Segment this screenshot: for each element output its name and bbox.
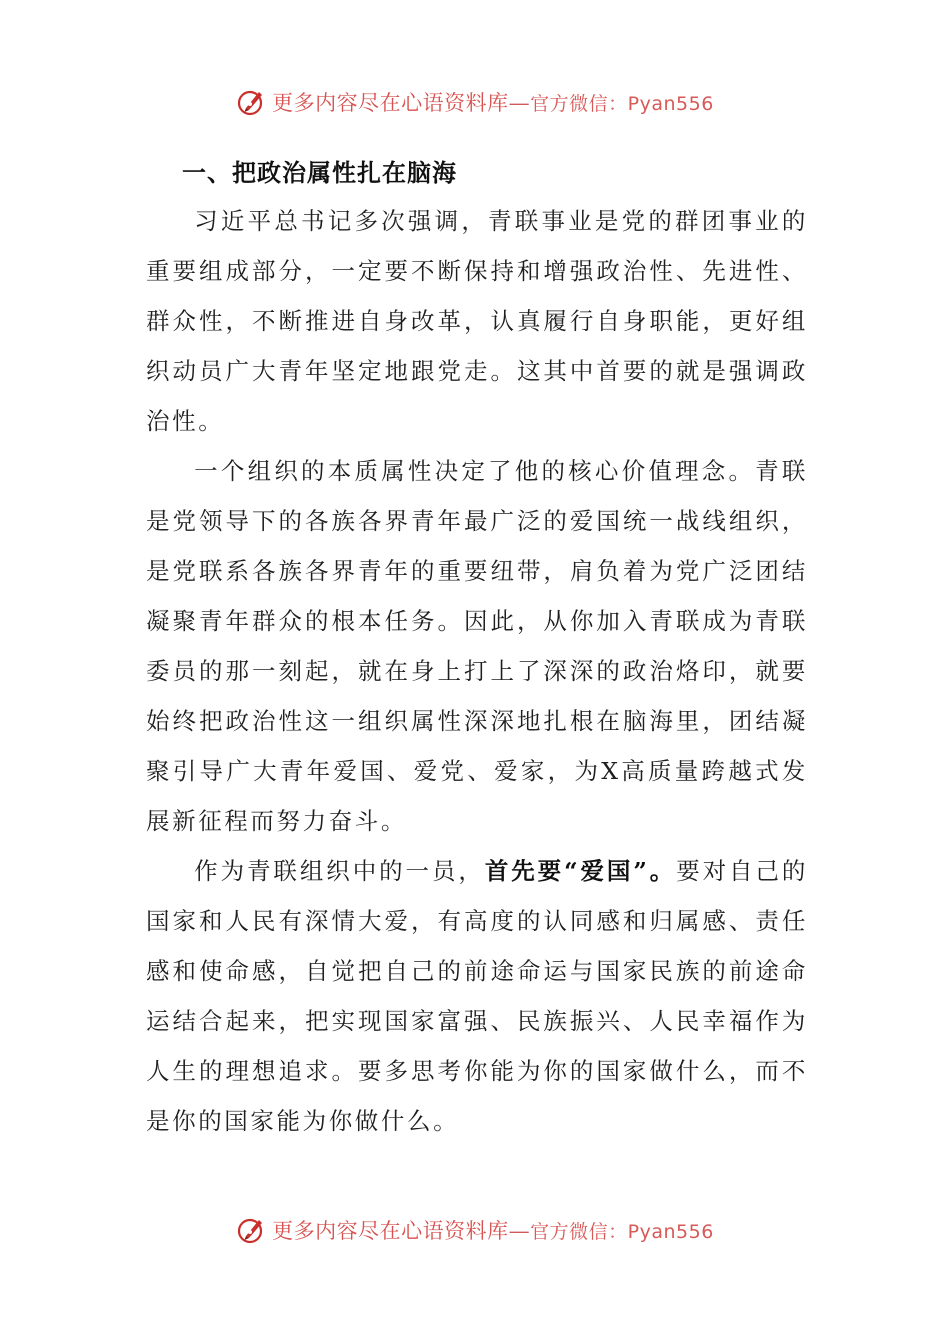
banner-text (272, 87, 714, 117)
footer-banner (0, 1208, 950, 1252)
paragraph-3 (146, 846, 808, 1146)
banner-dash: — (508, 1219, 531, 1243)
banner-text (272, 1215, 714, 1245)
banner-wechat-text: 官方微信：Pyan556 (530, 93, 714, 115)
pen-circle-icon (236, 87, 266, 117)
paragraph-2: 一个组织的本质属性决定了他的核心价值理念。青联是党领导下的各族各界青年最广泛的爱国统一战线组织，是党联系各族各界青年的重要纽带，肩负着为党广泛团结凝聚青年群众的根本任务。因此，从你加入青联成为青联委员的那一刻起，就在身上打上了深深的政治烙印，就要始终把政治性这一组织属性深深地扎根在脑海里，团结凝聚引导广大青年爱国、爱党、爱家，为X高质量跨越式发展新征程而努力奋斗。 (146, 457, 808, 835)
section-title: 一、把政治属性扎在脑海 (182, 158, 457, 187)
banner-main-text: 更多内容尽在心语资料库 (272, 91, 509, 115)
pen-circle-icon (236, 1215, 266, 1245)
banner-dash: — (508, 91, 531, 115)
banner-wechat-text: 官方微信：Pyan556 (530, 1221, 714, 1243)
paragraph-3-body: 要对自己的国家和人民有深情大爱，有高度的认同感和归属感、责任感和使命感，自觉把自己的前途命运与国家民族的前途命运结合起来，把实现国家富强、民族振兴、人民幸福作为人生的理想追求。要多思考你能为你的国家做什么，而不是你的国家能为你做什么。 (146, 857, 809, 1135)
paragraph-3-emphasis: 首先要“爱国”。 (484, 857, 677, 885)
banner-main-text: 更多内容尽在心语资料库 (272, 1219, 509, 1243)
paragraph-3-lead: 作为青联组织中的一员， (194, 857, 485, 885)
paragraph-1: 习近平总书记多次强调，青联事业是党的群团事业的重要组成部分，一定要不断保持和增强政治性、先进性、群众性，不断推进自身改革，认真履行自身职能，更好组织动员广大青年坚定地跟党走。这其中首要的就是强调政治性。 (146, 207, 808, 435)
document-body (146, 150, 808, 1146)
header-banner (0, 80, 950, 124)
